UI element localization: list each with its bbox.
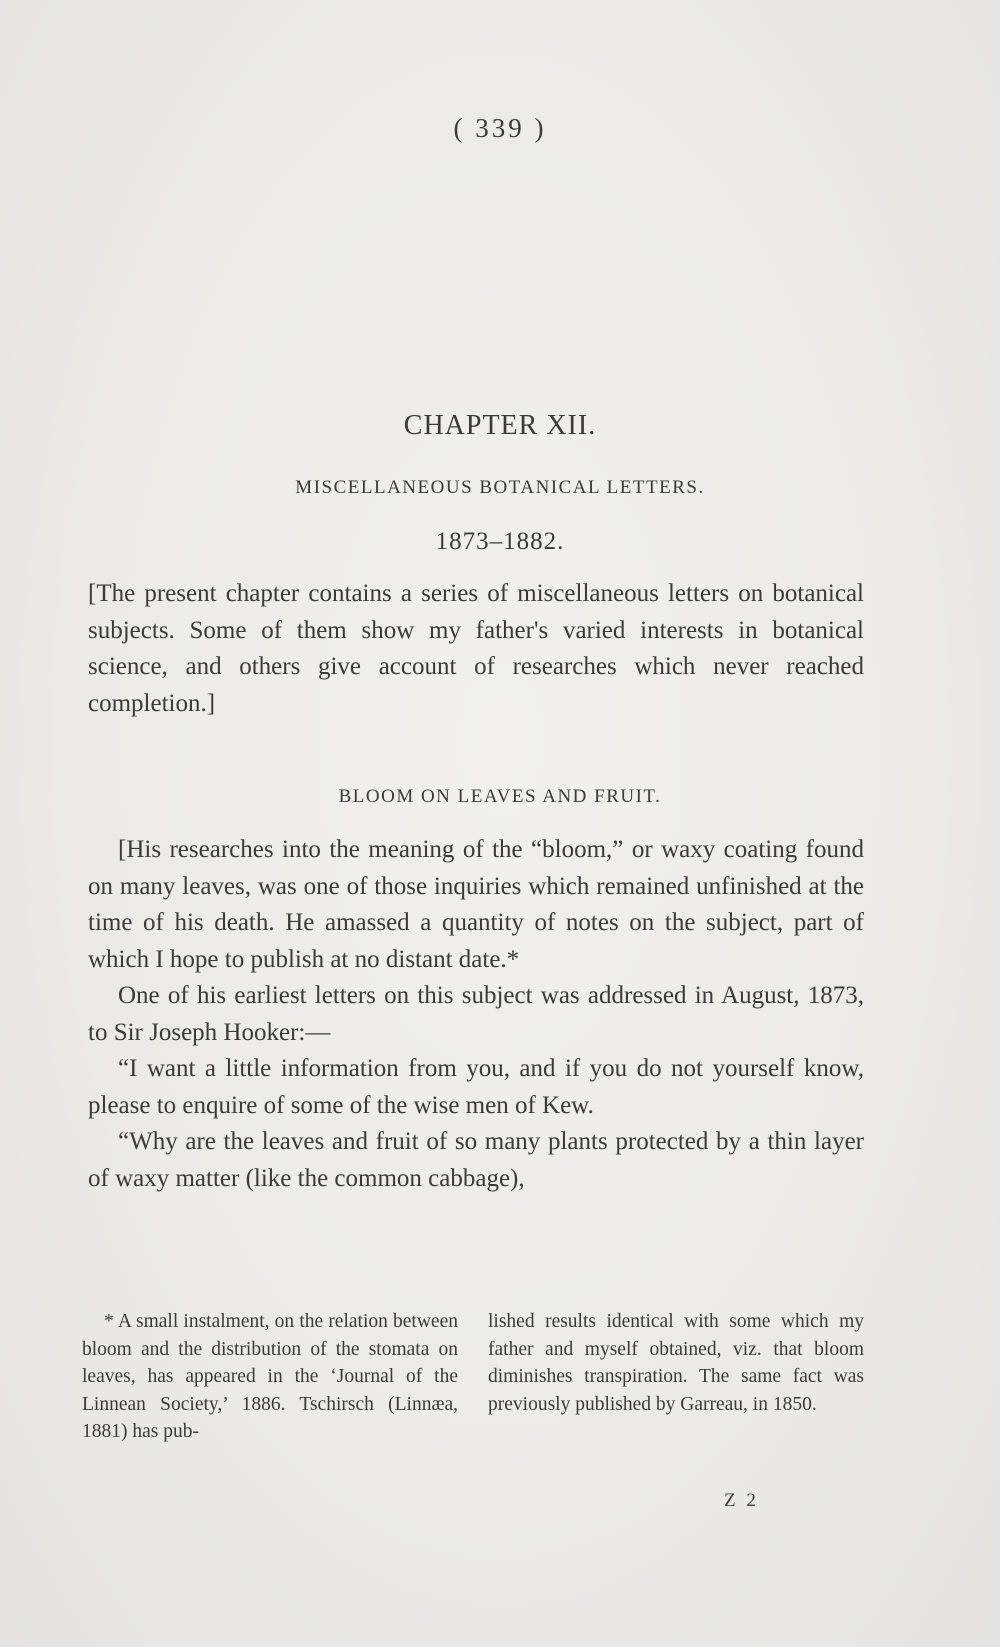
body-text: [88, 832, 864, 1197]
paragraph: [His researches into the meaning of the “bloom,” or waxy coating found on many leaves, was one of those inquiries which remained unfinished at the time of his death. He amassed a quantity of notes on the subject, part of which I hope to publish at no distant date.*: [88, 836, 864, 973]
paragraph: “Why are the leaves and fruit of so many plants protected by a thin layer of waxy matter (like the common cabbage),: [88, 1128, 864, 1192]
section-heading: BLOOM ON LEAVES AND FRUIT.: [338, 786, 662, 807]
chapter-dates: 1873–1882.: [435, 528, 565, 555]
paragraph: “I want a little information from you, and if you do not yourself know, please to enquire of some of the wise men of Kew.: [88, 1055, 864, 1119]
footnotes: [82, 1308, 864, 1446]
footnote-left-column: * A small instalment, on the relation between bloom and the distribution of the stomata on leaves, has appeared in the ‘Journal of the Linnean Society,’ 1886. Tschirsch (Linnæa, 1881) has pub-: [82, 1311, 458, 1442]
paragraph: One of his earliest letters on this subject was addressed in August, 1873, to Sir Joseph Hooker:—: [88, 982, 864, 1046]
chapter-subtitle: MISCELLANEOUS BOTANICAL LETTERS.: [295, 477, 705, 498]
chapter-intro: [The present chapter contains a series of miscellaneous letters on botanical subjects. Some of them show my father's varied interests in botanical science, and others give account of researches which never reached completion.]: [88, 580, 864, 717]
signature-mark: Z 2: [724, 1490, 759, 1511]
footnote-right-column: lished results identical with some which my father and myself obtained, viz. that bloom diminishes transpiration. The same fact was previously published by Garreau, in 1850.: [488, 1311, 864, 1415]
chapter-title: CHAPTER XII.: [403, 410, 597, 441]
page-number: ( 339 ): [453, 113, 547, 143]
